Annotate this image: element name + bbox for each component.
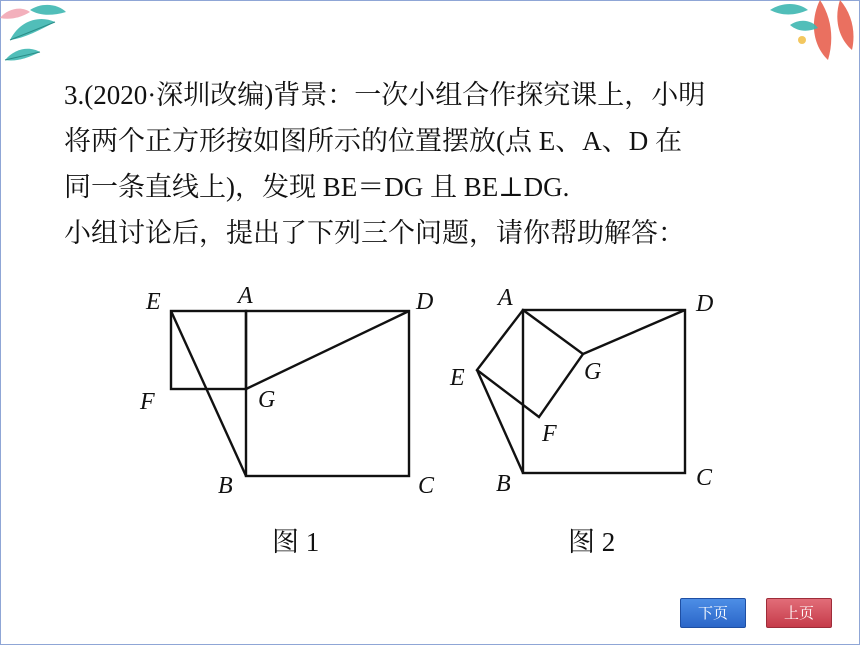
segment-EB (477, 370, 523, 473)
problem-line: 同一条直线上)，发现 BE＝DG 且 BE⊥DG. (64, 172, 570, 202)
point-label-A: A (498, 285, 513, 311)
segment-DG (246, 311, 409, 389)
prev-page-button[interactable]: 上页 (766, 598, 832, 628)
point-label-C: C (418, 473, 435, 499)
problem-line: 3.(2020·深圳改编)背景：一次小组合作探究课上，小明 (64, 80, 706, 110)
point-label-A: A (238, 283, 253, 309)
point-label-C: C (696, 465, 713, 491)
point-label-D: D (696, 291, 714, 317)
problem-line: 将两个正方形按如图所示的位置摆放(点 E、A、D 在 (64, 126, 682, 156)
problem-text (64, 72, 804, 256)
point-label-G: G (584, 359, 602, 385)
large-square (523, 310, 685, 473)
small-square (171, 311, 246, 389)
point-label-B: B (496, 471, 511, 497)
point-label-E: E (450, 365, 465, 391)
leaf-decoration-icon (0, 0, 90, 80)
figure-2 (440, 275, 740, 505)
segment-DG (583, 310, 685, 354)
small-square (477, 310, 583, 417)
figure-1-caption: 图 1 (272, 527, 320, 557)
figure-1 (130, 275, 450, 505)
point-label-F: F (140, 389, 155, 415)
figure-2-caption: 图 2 (568, 527, 616, 557)
problem-line: 小组讨论后，提出了下列三个问题，请你帮助解答： (64, 218, 685, 248)
leaf-decoration-icon (730, 0, 860, 80)
segment-EB (171, 311, 246, 476)
point-label-F: F (542, 421, 557, 447)
point-label-D: D (416, 289, 434, 315)
next-page-button[interactable]: 下页 (680, 598, 746, 628)
point-label-B: B (218, 473, 233, 499)
point-label-G: G (258, 387, 276, 413)
point-label-E: E (146, 289, 161, 315)
